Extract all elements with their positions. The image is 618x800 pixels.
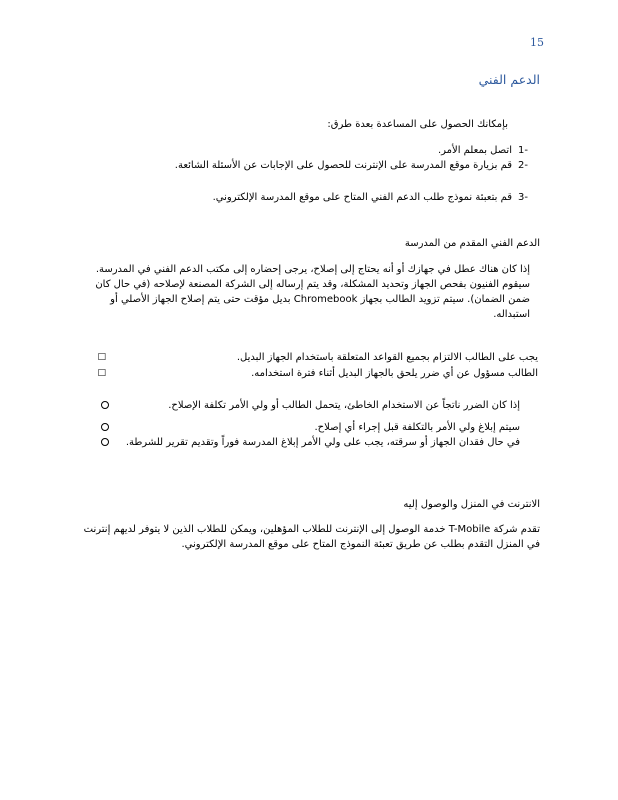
circle-bullet-icon [101,438,109,446]
bullet-item [97,350,538,365]
numbered-item [82,190,528,205]
home-internet-title: الانترنت في المنزل والوصول إليه [403,499,540,510]
school-support-title: الدعم الفني المقدم من المدرسة [404,238,540,249]
sub-bullet-item [125,435,520,450]
numbered-item [82,143,528,158]
section-heading: الدعم الفني [478,72,540,87]
intro-line: بإمكانك الحصول على المساعدة بعدة طرق: [327,119,508,130]
sub-bullet-item [125,420,520,435]
sub-bullet-item [125,398,520,413]
home-internet-paragraph: تقدم شركة T-Mobile خدمة الوصول إلى الإنترنت للطلاب المؤهلين، ويمكن للطلاب الذين لا يتوفر لديهم إنترنت في المنزل التقدم بطلب عن طريق تعبئة النموذج المتاح على موقع المدرسة الإلكتروني. [83,524,540,550]
item-number: 2- [518,160,528,171]
sub-bullet-text: في حال فقدان الجهاز أو سرقته، يجب على ولي الأمر إبلاغ المدرسة فوراً وتقديم تقرير للشرطة. [125,437,520,448]
sub-bullet-text: إذا كان الضرر ناتجاً عن الاستخدام الخاطئ، يتحمل الطالب أو ولي الأمر تكلفة الإصلاح. [168,400,520,411]
circle-bullet-icon [101,423,109,431]
sub-bullet-text: سيتم إبلاغ ولي الأمر بالتكلفة قبل إجراء أي إصلاح. [314,422,520,433]
bullet-icon: □ [97,368,106,378]
bullet-item [97,366,538,381]
school-support-paragraph: إذا كان هناك عطل في جهازك أو أنه يحتاج إلى إصلاح، يرجى إحضاره إلى مكتب الدعم الفني في المدرسة. سيقوم الفنيون بفحص الجهاز وتحديد المشكلة، وقد يتم إرساله إلى الشركة المصنعة لإصلاحه (في حال كان ضمن الضمان). سيتم تزويد الطالب بجهاز Chromebook بديل مؤقت حتى يتم إصلاح الجهاز الأصلي أو استبداله. [95,264,530,320]
circle-bullet-icon [101,401,109,409]
item-text: اتصل بمعلم الأمر. [437,145,512,156]
bullet-text: يجب على الطالب الالتزام بجميع القواعد المتعلقة باستخدام الجهاز البديل. [236,352,538,363]
item-number: 3- [518,192,528,203]
bullet-icon: □ [97,352,106,362]
bullet-text: الطالب مسؤول عن أي ضرر يلحق بالجهاز البديل أثناء فترة استخدامه. [251,368,538,379]
item-text: قم بزيارة موقع المدرسة على الإنترنت للحصول على الإجابات عن الأسئلة الشائعة. [174,160,512,171]
page-number: 15 [530,36,544,49]
numbered-item [82,158,528,173]
item-text: قم بتعبئة نموذج طلب الدعم الفني المتاح على موقع المدرسة الإلكتروني. [212,192,512,203]
item-number: 1- [518,145,528,156]
